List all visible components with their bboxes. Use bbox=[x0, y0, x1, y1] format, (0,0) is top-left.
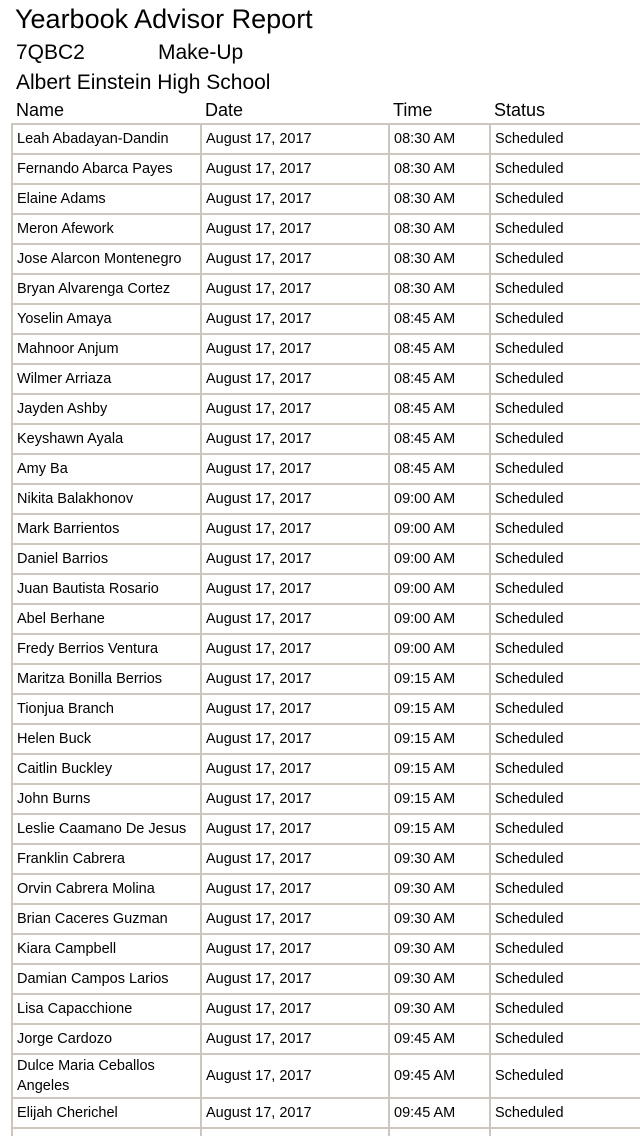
cell-date: August 17, 2017 bbox=[201, 484, 389, 514]
cell-time: 09:15 AM bbox=[389, 694, 490, 724]
cell-status: Scheduled bbox=[490, 214, 640, 244]
cell-name: Dulce Maria Ceballos Angeles bbox=[12, 1054, 201, 1098]
cell-name: John Burns bbox=[12, 784, 201, 814]
table-row bbox=[12, 334, 640, 364]
cell-name: Yoselin Amaya bbox=[12, 304, 201, 334]
cell-status: Scheduled bbox=[490, 244, 640, 274]
cell-date: August 17, 2017 bbox=[201, 424, 389, 454]
cell-name: Helen Buck bbox=[12, 724, 201, 754]
cell-time: 09:30 AM bbox=[389, 994, 490, 1024]
table-row bbox=[12, 244, 640, 274]
cell-name: Nikita Balakhonov bbox=[12, 484, 201, 514]
table-row bbox=[12, 454, 640, 484]
cell-time: 08:30 AM bbox=[389, 214, 490, 244]
cell-name: Keyshawn Ayala bbox=[12, 424, 201, 454]
table-row bbox=[12, 934, 640, 964]
cell-time: 08:30 AM bbox=[389, 274, 490, 304]
cell-date: August 17, 2017 bbox=[201, 574, 389, 604]
table-row bbox=[12, 1098, 640, 1128]
cell-time: 09:00 AM bbox=[389, 574, 490, 604]
schedule-table bbox=[11, 97, 640, 1136]
cell-date: August 17, 2017 bbox=[201, 214, 389, 244]
cell-name: Fernando Abarca Payes bbox=[12, 154, 201, 184]
cell-date: August 17, 2017 bbox=[201, 664, 389, 694]
cell-status: Scheduled bbox=[490, 694, 640, 724]
cell-time: 09:15 AM bbox=[389, 814, 490, 844]
cell-date: August 17, 2017 bbox=[201, 1024, 389, 1054]
cell-time: 09:45 AM bbox=[389, 1024, 490, 1054]
cell-date: August 17, 2017 bbox=[201, 544, 389, 574]
header-date: Date bbox=[205, 100, 244, 120]
cell-status: Scheduled bbox=[490, 634, 640, 664]
cell-status: Scheduled bbox=[490, 604, 640, 634]
cell-date: August 17, 2017 bbox=[201, 844, 389, 874]
cell-time: 08:30 AM bbox=[389, 184, 490, 214]
cell-status: Scheduled bbox=[490, 154, 640, 184]
cell-time: 09:45 AM bbox=[389, 1098, 490, 1128]
cell-date: August 17, 2017 bbox=[201, 964, 389, 994]
cell-name: Caitlin Buckley bbox=[12, 754, 201, 784]
school-name: Albert Einstein High School bbox=[16, 71, 271, 94]
cell-date: August 17, 2017 bbox=[201, 694, 389, 724]
table-row bbox=[12, 544, 640, 574]
cell-name: Bryan Alvarenga Cortez bbox=[12, 274, 201, 304]
cell-date: August 17, 2017 bbox=[201, 394, 389, 424]
cell-date: August 17, 2017 bbox=[201, 454, 389, 484]
table-row bbox=[12, 694, 640, 724]
header-status: Status bbox=[494, 100, 546, 120]
cell-date: August 17, 2017 bbox=[201, 724, 389, 754]
cell-time: 09:00 AM bbox=[389, 634, 490, 664]
cell-time: 09:30 AM bbox=[389, 874, 490, 904]
cell-name: Leah Abadayan-Dandin bbox=[12, 124, 201, 154]
cell-name: Lisa Capacchione bbox=[12, 994, 201, 1024]
table-row bbox=[12, 814, 640, 844]
table-row bbox=[12, 154, 640, 184]
cell-time: 09:00 AM bbox=[389, 604, 490, 634]
table-row bbox=[12, 964, 640, 994]
report-type: Make-Up bbox=[158, 41, 244, 64]
table-row bbox=[12, 424, 640, 454]
cell-name: Elaine Adams bbox=[12, 184, 201, 214]
cell-status: Scheduled bbox=[490, 274, 640, 304]
table-row bbox=[12, 394, 640, 424]
table-row bbox=[12, 274, 640, 304]
table-row bbox=[12, 754, 640, 784]
cell-status: Scheduled bbox=[490, 424, 640, 454]
cell-status: Scheduled bbox=[490, 394, 640, 424]
cell-name: Leslie Caamano De Jesus bbox=[12, 814, 201, 844]
cell-status: Scheduled bbox=[490, 664, 640, 694]
cell-time: 09:00 AM bbox=[389, 484, 490, 514]
cell-name: Meron Afework bbox=[12, 214, 201, 244]
cell-date bbox=[201, 1128, 389, 1136]
cell-status: Scheduled bbox=[490, 874, 640, 904]
table-row bbox=[12, 514, 640, 544]
cell-name bbox=[12, 1128, 201, 1136]
cell-time: 09:00 AM bbox=[389, 514, 490, 544]
cell-date: August 17, 2017 bbox=[201, 364, 389, 394]
cell-status: Scheduled bbox=[490, 544, 640, 574]
table-row bbox=[12, 844, 640, 874]
cell-date: August 17, 2017 bbox=[201, 874, 389, 904]
cell-date: August 17, 2017 bbox=[201, 634, 389, 664]
cell-date: August 17, 2017 bbox=[201, 994, 389, 1024]
cell-time: 08:45 AM bbox=[389, 334, 490, 364]
table-body bbox=[12, 124, 640, 1136]
cell-name: Tionjua Branch bbox=[12, 694, 201, 724]
cell-status: Scheduled bbox=[490, 124, 640, 154]
cell-time: 08:45 AM bbox=[389, 364, 490, 394]
table-row bbox=[12, 304, 640, 334]
cell-name: Orvin Cabrera Molina bbox=[12, 874, 201, 904]
table-row bbox=[12, 124, 640, 154]
table-header-row bbox=[12, 97, 640, 124]
cell-time: 08:45 AM bbox=[389, 304, 490, 334]
table-row bbox=[12, 784, 640, 814]
cell-time: 09:15 AM bbox=[389, 724, 490, 754]
cell-status bbox=[490, 1128, 640, 1136]
cell-date: August 17, 2017 bbox=[201, 1098, 389, 1128]
cell-time: 09:30 AM bbox=[389, 844, 490, 874]
cell-status: Scheduled bbox=[490, 964, 640, 994]
cell-time: 09:30 AM bbox=[389, 904, 490, 934]
table-row bbox=[12, 484, 640, 514]
cell-name: Jayden Ashby bbox=[12, 394, 201, 424]
cell-status: Scheduled bbox=[490, 184, 640, 214]
table-row bbox=[12, 184, 640, 214]
cell-date: August 17, 2017 bbox=[201, 1054, 389, 1098]
cell-status: Scheduled bbox=[490, 994, 640, 1024]
cell-time: 08:45 AM bbox=[389, 454, 490, 484]
cell-time: 08:45 AM bbox=[389, 424, 490, 454]
cell-status: Scheduled bbox=[490, 1098, 640, 1128]
table-row bbox=[12, 664, 640, 694]
table-row bbox=[12, 604, 640, 634]
cell-name: Jose Alarcon Montenegro bbox=[12, 244, 201, 274]
table-row bbox=[12, 724, 640, 754]
cell-status: Scheduled bbox=[490, 1024, 640, 1054]
cell-status: Scheduled bbox=[490, 574, 640, 604]
table-row bbox=[12, 634, 640, 664]
cell-time: 09:00 AM bbox=[389, 544, 490, 574]
cell-name: Daniel Barrios bbox=[12, 544, 201, 574]
cell-time: 08:45 AM bbox=[389, 394, 490, 424]
cell-name: Kiara Campbell bbox=[12, 934, 201, 964]
cell-status: Scheduled bbox=[490, 724, 640, 754]
cell-time: 09:30 AM bbox=[389, 934, 490, 964]
table-row bbox=[12, 1024, 640, 1054]
table-row bbox=[12, 1128, 640, 1136]
cell-status: Scheduled bbox=[490, 754, 640, 784]
cell-name: Mark Barrientos bbox=[12, 514, 201, 544]
cell-name: Fredy Berrios Ventura bbox=[12, 634, 201, 664]
header-name: Name bbox=[16, 100, 65, 120]
cell-name: Elijah Cherichel bbox=[12, 1098, 201, 1128]
report-title: Yearbook Advisor Report bbox=[15, 4, 313, 34]
table-row bbox=[12, 1054, 640, 1098]
cell-status: Scheduled bbox=[490, 334, 640, 364]
cell-time: 08:30 AM bbox=[389, 154, 490, 184]
cell-status: Scheduled bbox=[490, 304, 640, 334]
cell-time bbox=[389, 1128, 490, 1136]
cell-date: August 17, 2017 bbox=[201, 814, 389, 844]
cell-status: Scheduled bbox=[490, 1054, 640, 1098]
cell-status: Scheduled bbox=[490, 934, 640, 964]
cell-name: Mahnoor Anjum bbox=[12, 334, 201, 364]
cell-date: August 17, 2017 bbox=[201, 244, 389, 274]
cell-date: August 17, 2017 bbox=[201, 274, 389, 304]
cell-time: 08:30 AM bbox=[389, 244, 490, 274]
cell-name: Amy Ba bbox=[12, 454, 201, 484]
cell-date: August 17, 2017 bbox=[201, 184, 389, 214]
cell-status: Scheduled bbox=[490, 814, 640, 844]
cell-name: Abel Berhane bbox=[12, 604, 201, 634]
cell-time: 09:30 AM bbox=[389, 964, 490, 994]
cell-date: August 17, 2017 bbox=[201, 514, 389, 544]
table-row bbox=[12, 874, 640, 904]
report-code: 7QBC2 bbox=[16, 41, 85, 64]
cell-date: August 17, 2017 bbox=[201, 904, 389, 934]
table-row bbox=[12, 904, 640, 934]
cell-date: August 17, 2017 bbox=[201, 784, 389, 814]
cell-status: Scheduled bbox=[490, 484, 640, 514]
cell-date: August 17, 2017 bbox=[201, 334, 389, 364]
cell-status: Scheduled bbox=[490, 364, 640, 394]
cell-name: Jorge Cardozo bbox=[12, 1024, 201, 1054]
cell-name: Juan Bautista Rosario bbox=[12, 574, 201, 604]
cell-time: 08:30 AM bbox=[389, 124, 490, 154]
cell-time: 09:15 AM bbox=[389, 664, 490, 694]
cell-date: August 17, 2017 bbox=[201, 304, 389, 334]
cell-date: August 17, 2017 bbox=[201, 154, 389, 184]
cell-status: Scheduled bbox=[490, 844, 640, 874]
table-row bbox=[12, 364, 640, 394]
cell-date: August 17, 2017 bbox=[201, 604, 389, 634]
cell-name: Maritza Bonilla Berrios bbox=[12, 664, 201, 694]
header-time: Time bbox=[393, 100, 433, 120]
cell-name: Damian Campos Larios bbox=[12, 964, 201, 994]
cell-time: 09:45 AM bbox=[389, 1054, 490, 1098]
cell-status: Scheduled bbox=[490, 904, 640, 934]
table-row bbox=[12, 214, 640, 244]
cell-name: Wilmer Arriaza bbox=[12, 364, 201, 394]
cell-status: Scheduled bbox=[490, 784, 640, 814]
cell-time: 09:15 AM bbox=[389, 784, 490, 814]
table-row bbox=[12, 574, 640, 604]
cell-name: Brian Caceres Guzman bbox=[12, 904, 201, 934]
cell-status: Scheduled bbox=[490, 454, 640, 484]
cell-status: Scheduled bbox=[490, 514, 640, 544]
cell-name: Franklin Cabrera bbox=[12, 844, 201, 874]
cell-date: August 17, 2017 bbox=[201, 124, 389, 154]
table-row bbox=[12, 994, 640, 1024]
cell-time: 09:15 AM bbox=[389, 754, 490, 784]
cell-date: August 17, 2017 bbox=[201, 934, 389, 964]
cell-date: August 17, 2017 bbox=[201, 754, 389, 784]
